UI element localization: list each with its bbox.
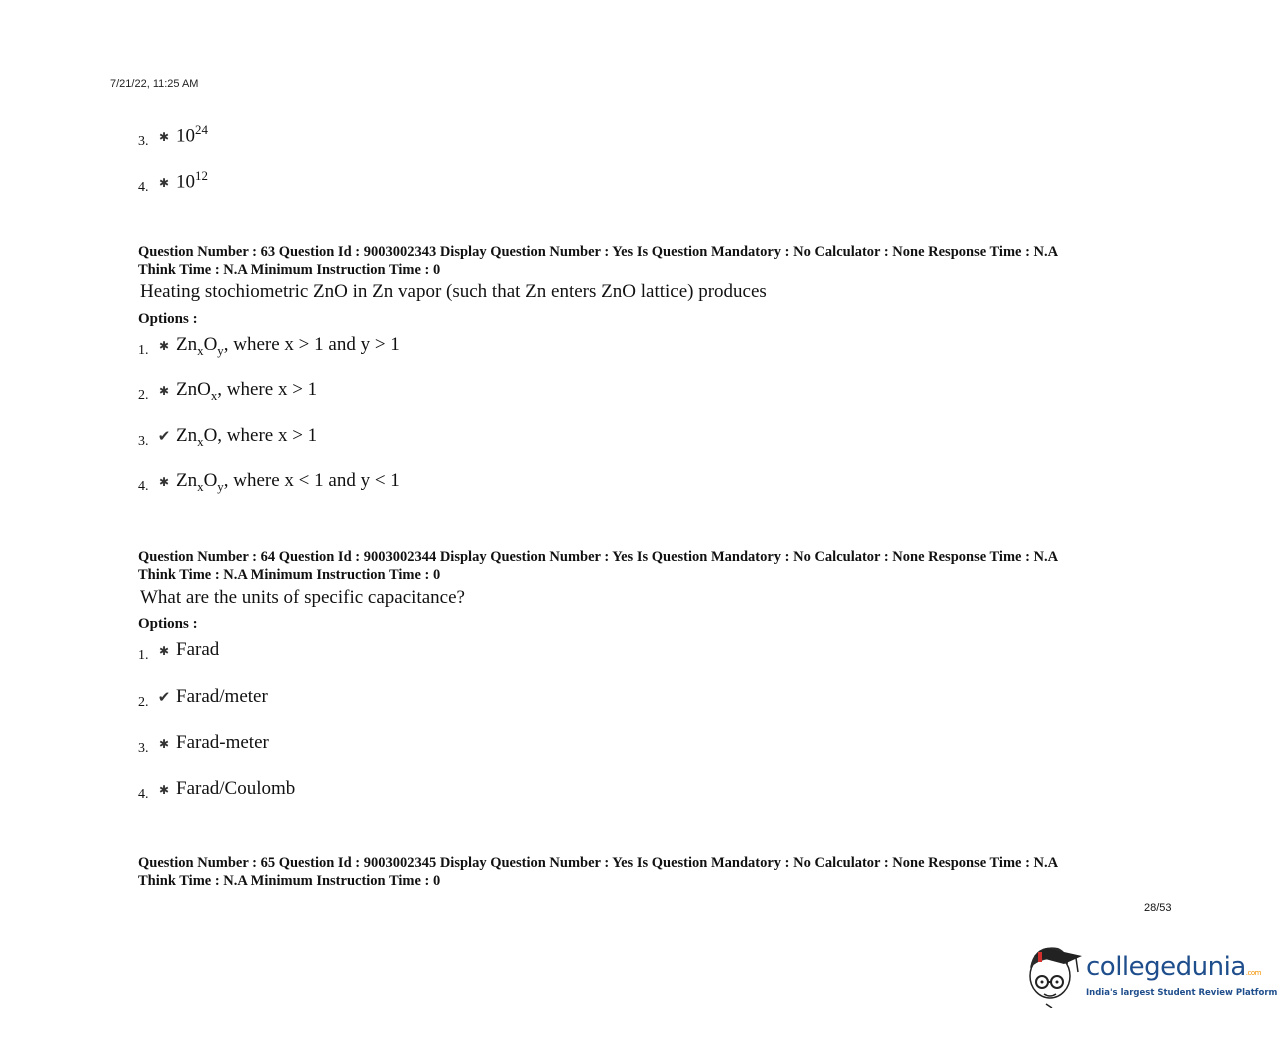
option-number: 2. [138, 388, 149, 403]
option-text: $Zn_xO_y$, where x < 1 and y < 1 [176, 470, 400, 494]
cross-icon: ✱ [158, 384, 170, 398]
option-number: 1. [138, 648, 149, 663]
option-number: 4. [138, 787, 149, 802]
option-row [138, 686, 268, 708]
collegedunia-logo [1024, 938, 1278, 1008]
mascot-icon [1024, 938, 1084, 1008]
option-row [138, 334, 400, 359]
option-text: Farad/Coulomb [176, 778, 296, 799]
question-63-text: Heating stochiometric ZnO in Zn vapor (such that Zn enters ZnO lattice) produces [140, 281, 767, 302]
cross-icon: ✱ [158, 783, 170, 797]
option-row [138, 168, 208, 196]
option-text: $Zn_xO_y$, where x > 1 and y > 1 [176, 334, 400, 358]
logo-wordmark: collegedunia.com [1086, 952, 1261, 982]
check-icon: ✔ [157, 429, 171, 445]
page-number: 28/53 [1144, 902, 1172, 914]
cross-icon: ✱ [158, 644, 170, 658]
cross-icon: ✱ [158, 737, 170, 751]
option-number: 2. [138, 695, 149, 710]
option-text: Farad/meter [176, 686, 268, 707]
option-row [138, 732, 269, 754]
option-text: $Zn_xO$, where x > 1 [176, 425, 318, 449]
print-timestamp: 7/21/22, 11:25 AM [110, 78, 199, 90]
option-number: 3. [138, 434, 149, 449]
option-number: 1. [138, 343, 149, 358]
option-row [138, 379, 317, 404]
cross-icon: ✱ [158, 130, 170, 145]
option-row [138, 778, 295, 800]
option-number: 4. [138, 180, 149, 196]
logo-tagline: India's largest Student Review Platform [1086, 988, 1278, 998]
option-text: ZnO$_x$, where x > 1 [176, 379, 318, 403]
option-number: 4. [138, 479, 149, 494]
check-icon: ✔ [157, 690, 171, 706]
option-row [138, 470, 400, 495]
option-row [138, 425, 317, 450]
question-63-header: Question Number : 63 Question Id : 9003002343 Display Question Number : Yes Is Question Mandatory : No Calculator : None Response Time : N.A Think Time : N.A Minimum Instruction Time : 0 [138, 244, 1059, 278]
option-number: 3. [138, 741, 149, 756]
options-label: Options : [138, 311, 198, 327]
option-text: Farad [176, 639, 220, 660]
option-number: 3. [138, 134, 149, 150]
cross-icon: ✱ [158, 176, 170, 191]
question-65-header: Question Number : 65 Question Id : 9003002345 Display Question Number : Yes Is Question Mandatory : No Calculator : None Response Time : N.A Think Time : N.A Minimum Instruction Time : 0 [138, 855, 1059, 889]
cross-icon: ✱ [158, 339, 170, 353]
cross-icon: ✱ [158, 475, 170, 489]
question-64-header: Question Number : 64 Question Id : 9003002344 Display Question Number : Yes Is Question Mandatory : No Calculator : None Response Time : N.A Think Time : N.A Minimum Instruction Time : 0 [138, 549, 1059, 583]
option-text: Farad-meter [176, 732, 269, 753]
question-64-text: What are the units of specific capacitance? [140, 587, 465, 608]
option-row [138, 122, 208, 150]
option-text: $10^{24}$ [176, 122, 208, 147]
options-label: Options : [138, 616, 198, 632]
option-text: $10^{12}$ [176, 168, 208, 193]
option-row [138, 639, 219, 661]
